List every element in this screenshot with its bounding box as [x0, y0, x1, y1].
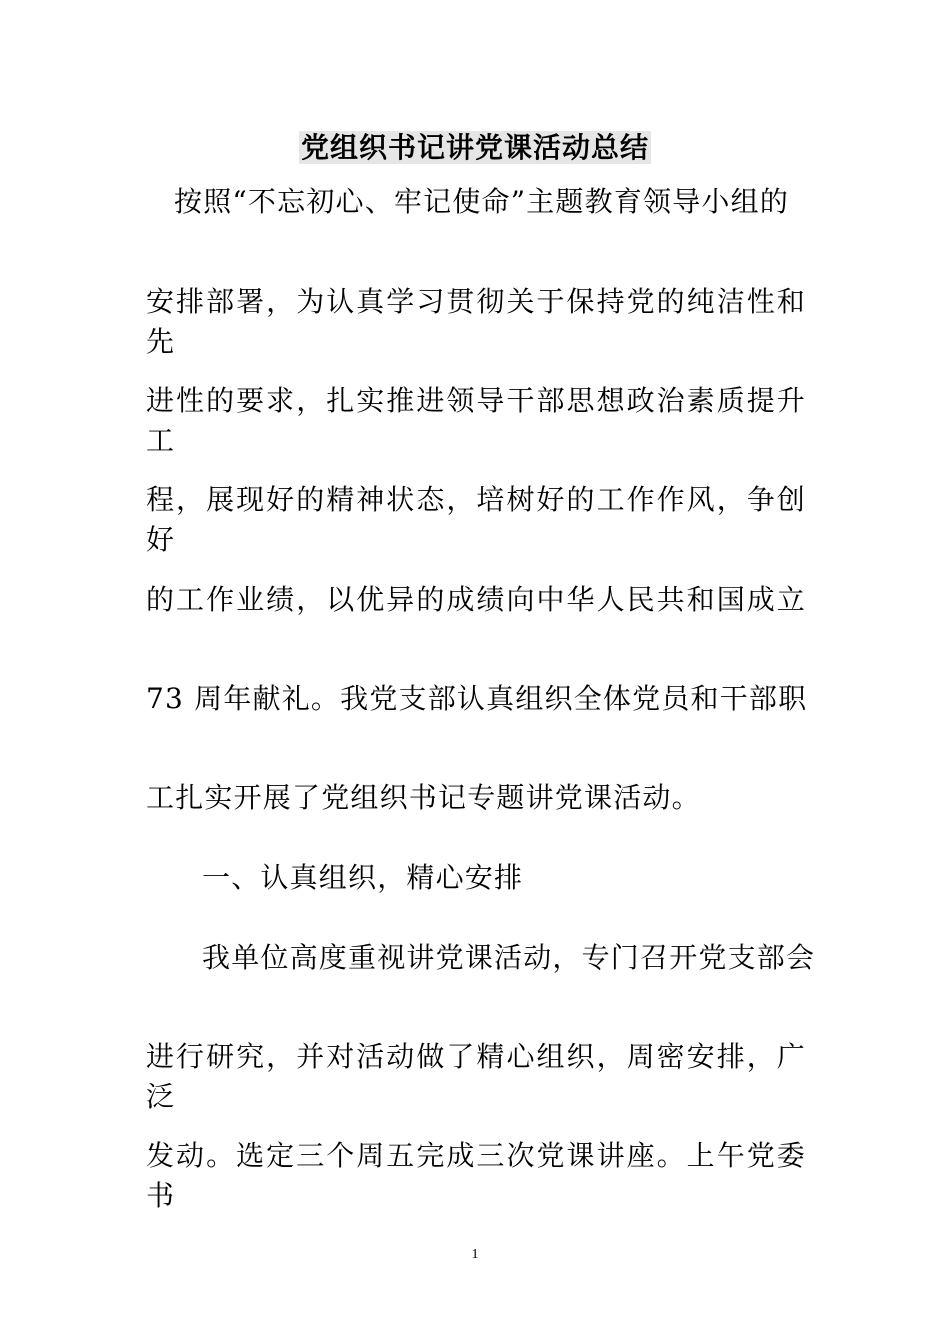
paragraph-line: 进行研究，并对活动做了精心组织，周密安排，广泛 — [146, 1040, 806, 1113]
paragraph-line: 的工作业绩，以优异的成绩向中华人民共和国成立 — [146, 583, 806, 616]
document-title-text: 党组织书记讲党课活动总结 — [300, 131, 649, 164]
paragraph-line: 安排部署，为认真学习贯彻关于保持党的纯洁性和先 — [146, 285, 806, 358]
document-title — [0, 128, 950, 168]
paragraph-line: 进性的要求，扎实推进领导干部思想政治素质提升工 — [146, 384, 806, 457]
paragraph-line: 程，展现好的精神状态，培树好的工作作风，争创好 — [146, 483, 806, 556]
paragraph-line: 发动。选定三个周五完成三次党课讲座。上午党委书 — [146, 1139, 806, 1212]
page-number: 1 — [471, 1247, 479, 1262]
section-heading: 一、认真组织，精心安排 — [202, 861, 524, 894]
paragraph-line: 我单位高度重视讲党课活动，专门召开党支部会 — [202, 941, 816, 974]
paragraph-line: 73 周年献礼。我党支部认真组织全体党员和干部职 — [146, 682, 808, 715]
paragraph-line: 工扎实开展了党组织书记专题讲党课活动。 — [146, 781, 701, 814]
paragraph-line: 按照“不忘初心、牢记使命”主题教育领导小组的 — [174, 185, 790, 218]
